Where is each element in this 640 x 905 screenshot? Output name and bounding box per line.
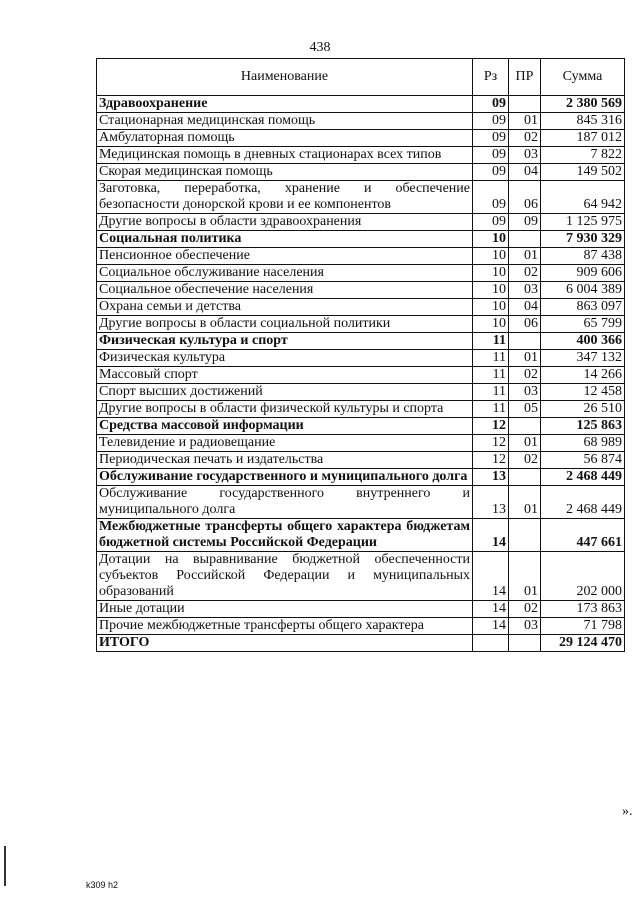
row-rz: 09	[473, 130, 509, 147]
row-rz: 11	[473, 367, 509, 384]
row-pr: 06	[509, 316, 541, 333]
row-rz: 09	[473, 147, 509, 164]
row-rz: 14	[473, 552, 509, 601]
row-pr: 02	[509, 452, 541, 469]
row-sum: 56 874	[541, 452, 625, 469]
row-rz: 13	[473, 469, 509, 486]
row-name: Средства массовой информации	[97, 418, 473, 435]
row-rz: 09	[473, 164, 509, 181]
row-pr: 03	[509, 147, 541, 164]
row-pr	[509, 635, 541, 652]
table-section-row	[97, 519, 625, 552]
closing-mark: ».	[622, 804, 633, 819]
table-row	[97, 435, 625, 452]
table-row	[97, 367, 625, 384]
row-name: Массовый спорт	[97, 367, 473, 384]
row-pr: 03	[509, 384, 541, 401]
scan-margin-mark	[4, 846, 6, 886]
row-sum: 202 000	[541, 552, 625, 601]
row-rz: 10	[473, 282, 509, 299]
row-sum: 87 438	[541, 248, 625, 265]
row-sum: 2 468 449	[541, 469, 625, 486]
footer-code: k309 h2	[86, 880, 119, 890]
table-row	[97, 164, 625, 181]
row-pr	[509, 333, 541, 350]
row-pr: 02	[509, 130, 541, 147]
row-sum: 2 380 569	[541, 96, 625, 113]
table-header-row	[97, 59, 625, 96]
row-sum: 863 097	[541, 299, 625, 316]
row-sum: 447 661	[541, 519, 625, 552]
row-pr: 06	[509, 181, 541, 214]
row-pr: 09	[509, 214, 541, 231]
table-row	[97, 384, 625, 401]
row-rz: 11	[473, 333, 509, 350]
row-name: Прочие межбюджетные трансферты общего характера	[97, 618, 473, 635]
table-row	[97, 316, 625, 333]
row-sum: 400 366	[541, 333, 625, 350]
row-rz: 11	[473, 384, 509, 401]
table-section-row	[97, 96, 625, 113]
table-section-row	[97, 469, 625, 486]
row-name: Физическая культура и спорт	[97, 333, 473, 350]
row-rz: 09	[473, 181, 509, 214]
row-sum: 65 799	[541, 316, 625, 333]
row-name: Иные дотации	[97, 601, 473, 618]
row-name: Здравоохранение	[97, 96, 473, 113]
row-pr: 01	[509, 435, 541, 452]
row-pr: 03	[509, 282, 541, 299]
row-sum: 909 606	[541, 265, 625, 282]
row-name: Спорт высших достижений	[97, 384, 473, 401]
row-pr: 02	[509, 367, 541, 384]
header-pr: ПР	[509, 59, 541, 96]
row-rz: 10	[473, 316, 509, 333]
table-row	[97, 214, 625, 231]
row-pr: 01	[509, 350, 541, 367]
table-row	[97, 282, 625, 299]
table-row	[97, 486, 625, 519]
row-rz: 10	[473, 265, 509, 282]
table-row	[97, 618, 625, 635]
row-pr: 04	[509, 299, 541, 316]
table-row	[97, 350, 625, 367]
table-row	[97, 248, 625, 265]
header-rz: Рз	[473, 59, 509, 96]
table-row	[97, 401, 625, 418]
row-sum: 64 942	[541, 181, 625, 214]
budget-table	[96, 58, 625, 652]
row-name: Стационарная медицинская помощь	[97, 113, 473, 130]
row-sum: 71 798	[541, 618, 625, 635]
row-rz: 12	[473, 452, 509, 469]
table-row	[97, 552, 625, 601]
row-pr: 02	[509, 601, 541, 618]
row-sum: 125 863	[541, 418, 625, 435]
table-row	[97, 452, 625, 469]
row-pr	[509, 231, 541, 248]
row-name: ИТОГО	[97, 635, 473, 652]
row-pr: 01	[509, 552, 541, 601]
row-name: Социальное обслуживание населения	[97, 265, 473, 282]
row-rz: 09	[473, 113, 509, 130]
row-pr: 01	[509, 113, 541, 130]
row-name: Охрана семьи и детства	[97, 299, 473, 316]
table-section-row	[97, 231, 625, 248]
row-sum: 845 316	[541, 113, 625, 130]
table-section-row	[97, 635, 625, 652]
row-rz: 14	[473, 601, 509, 618]
row-sum: 6 004 389	[541, 282, 625, 299]
row-sum: 26 510	[541, 401, 625, 418]
row-pr	[509, 96, 541, 113]
row-sum: 12 458	[541, 384, 625, 401]
row-rz: 14	[473, 519, 509, 552]
row-rz	[473, 635, 509, 652]
row-rz: 10	[473, 248, 509, 265]
row-pr: 03	[509, 618, 541, 635]
row-name: Другие вопросы в области социальной политики	[97, 316, 473, 333]
row-rz: 10	[473, 231, 509, 248]
row-sum: 68 989	[541, 435, 625, 452]
row-pr: 05	[509, 401, 541, 418]
row-rz: 09	[473, 96, 509, 113]
row-sum: 2 468 449	[541, 486, 625, 519]
row-name: Социальная политика	[97, 231, 473, 248]
row-rz: 12	[473, 418, 509, 435]
table-section-row	[97, 418, 625, 435]
table-row	[97, 130, 625, 147]
row-sum: 14 266	[541, 367, 625, 384]
row-name: Социальное обеспечение населения	[97, 282, 473, 299]
table-row	[97, 601, 625, 618]
row-name: Медицинская помощь в дневных стационарах всех типов	[97, 147, 473, 164]
row-sum: 7 930 329	[541, 231, 625, 248]
row-sum: 1 125 975	[541, 214, 625, 231]
row-pr: 04	[509, 164, 541, 181]
row-pr	[509, 418, 541, 435]
header-sum: Сумма	[541, 59, 625, 96]
row-name: Физическая культура	[97, 350, 473, 367]
row-rz: 10	[473, 299, 509, 316]
row-sum: 29 124 470	[541, 635, 625, 652]
table-section-row	[97, 333, 625, 350]
row-sum: 173 863	[541, 601, 625, 618]
table-row	[97, 299, 625, 316]
row-name: Межбюджетные трансферты общего характера бюджетам бюджетной системы Российской Федерации	[97, 519, 473, 552]
row-rz: 09	[473, 214, 509, 231]
row-name: Обслуживание государственного внутреннего и муниципального долга	[97, 486, 473, 519]
table-row	[97, 265, 625, 282]
row-name: Дотации на выравнивание бюджетной обеспеченности субъектов Российской Федерации и муниципальных образований	[97, 552, 473, 601]
row-pr: 01	[509, 486, 541, 519]
row-rz: 11	[473, 401, 509, 418]
row-rz: 11	[473, 350, 509, 367]
row-pr: 01	[509, 248, 541, 265]
table-row	[97, 147, 625, 164]
row-name: Заготовка, переработка, хранение и обеспечение безопасности донорской крови и ее компонентов	[97, 181, 473, 214]
row-pr	[509, 519, 541, 552]
row-name: Телевидение и радиовещание	[97, 435, 473, 452]
row-name: Амбулаторная помощь	[97, 130, 473, 147]
page-number: 438	[309, 40, 331, 55]
row-sum: 149 502	[541, 164, 625, 181]
row-sum: 187 012	[541, 130, 625, 147]
row-rz: 13	[473, 486, 509, 519]
row-name: Пенсионное обеспечение	[97, 248, 473, 265]
row-pr: 02	[509, 265, 541, 282]
table-row	[97, 181, 625, 214]
header-name: Наименование	[97, 59, 473, 96]
table-row	[97, 113, 625, 130]
row-rz: 14	[473, 618, 509, 635]
row-name: Периодическая печать и издательства	[97, 452, 473, 469]
row-rz: 12	[473, 435, 509, 452]
row-name: Другие вопросы в области физической культуры и спорта	[97, 401, 473, 418]
row-name: Скорая медицинская помощь	[97, 164, 473, 181]
row-pr	[509, 469, 541, 486]
row-sum: 347 132	[541, 350, 625, 367]
row-name: Обслуживание государственного и муниципального долга	[97, 469, 473, 486]
row-name: Другие вопросы в области здравоохранения	[97, 214, 473, 231]
row-sum: 7 822	[541, 147, 625, 164]
